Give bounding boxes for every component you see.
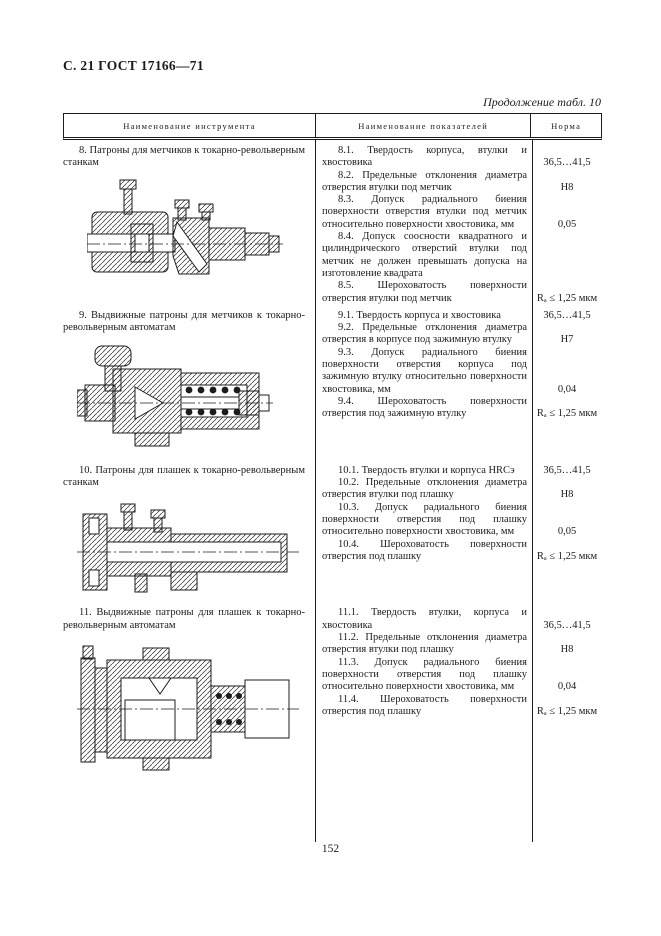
gost-table — [63, 113, 602, 842]
indicator-text: 10.1. Твердость втулки и корпуса HRCэ — [338, 464, 515, 476]
norm-value: Н7 — [560, 334, 574, 346]
indicator-text: 9.3. Допуск радиального биения поверхности отверстия корпуса под зажимную втулку относительно поверхности хвостовика, мм — [322, 346, 527, 395]
indicator-text: 11.4. Шероховатость поверхности отверстия под плашку — [322, 693, 527, 717]
tap-chuck-drawing-icon — [87, 178, 283, 296]
indicator-text: 11.2. Предельные отклонения диаметра отверстия втулки под плашку — [322, 632, 527, 656]
table-continuation-label: Продолжение табл. 10 — [483, 95, 601, 109]
indicator-text: 10.3. Допуск радиального биения поверхности отверстия под плашку относительно поверхности хвостовика, мм — [322, 501, 527, 538]
table-row — [63, 602, 602, 776]
indicator-text: 11.3. Допуск радиального биения поверхности отверстия под плашку относительно поверхности хвостовика, мм — [322, 656, 527, 693]
norm-value: 0,04 — [557, 383, 577, 395]
indicator-text: 8.5. Шероховатость поверхности отверстия втулки под метчик — [322, 280, 527, 304]
indicator-text: 8.1. Твердость корпуса, втулки и хвостовика — [322, 145, 527, 169]
table-body — [63, 140, 602, 842]
indicator-text: 8.3. Допуск радиального биения поверхности отверстия втулки под метчик относительно поверхности хвостовика, мм — [322, 194, 527, 230]
indicator-text: 10.2. Предельные отклонения диаметра отверстия втулки под плашку — [322, 477, 527, 501]
die-chuck-drawing-icon — [77, 498, 299, 602]
extendable-die-chuck-drawing-icon — [77, 644, 299, 776]
norm-value: 0,05 — [557, 218, 577, 230]
indicator-text: 10.4. Шероховатость поверхности отверстия под плашку — [322, 538, 527, 562]
indicator-text: 9.1. Твердость корпуса и хвостовика — [338, 309, 501, 321]
indicator-text: 11.1. Твердость втулки, корпуса и хвостовика — [322, 607, 527, 631]
column-header-instrument: Наименование инструмента — [123, 121, 256, 131]
column-divider-1 — [315, 140, 316, 842]
norm-value: Н8 — [560, 489, 574, 501]
norm-value: 0,04 — [557, 681, 577, 693]
instrument-name: 8. Патроны для метчиков к токарно-револьверным станкам — [63, 145, 305, 169]
norm-value: 0,05 — [557, 526, 577, 538]
table-row — [63, 305, 602, 460]
instrument-name: 11. Выдвижные патроны для плашек к токарно-револьверным автоматам — [63, 607, 305, 631]
norm-value: Rₐ ≤ 1,25 мкм — [536, 550, 598, 562]
norm-value: Н8 — [560, 181, 574, 193]
norm-value: 36,5…41,5 — [543, 464, 591, 476]
page-number: 152 — [321, 843, 340, 855]
column-header-indicators: Наименование показателей — [315, 114, 531, 137]
indicator-text: 8.2. Предельные отклонения диаметра отверстия втулки под метчик — [322, 169, 527, 193]
column-divider-2 — [532, 140, 533, 842]
norm-value: 36,5…41,5 — [543, 619, 591, 631]
column-header-norm: Норма — [551, 121, 582, 131]
norm-value: 36,5…41,5 — [543, 309, 591, 321]
table-row — [63, 140, 602, 305]
instrument-name: 10. Патроны для плашек к токарно-револьверным станкам — [63, 464, 305, 489]
norm-value: 36,5…41,5 — [543, 157, 591, 169]
table-row — [63, 460, 602, 603]
norm-value: Rₐ ≤ 1,25 мкм — [536, 408, 598, 420]
indicator-text: 9.2. Предельные отклонения диаметра отверстия в корпусе под зажимную втулку — [322, 322, 527, 346]
norm-value: Н8 — [560, 644, 574, 656]
table-header-row — [63, 113, 602, 140]
norm-value: Rₐ ≤ 1,25 мкм — [536, 705, 598, 717]
indicator-text: 8.4. Допуск соосности квадратного и цилиндрического отверстий втулки под метчик не должен превышать допуска на изготовление квадрата — [322, 231, 527, 279]
norm-value: Rₐ ≤ 1,25 мкм — [536, 292, 598, 304]
extendable-tap-chuck-drawing-icon — [77, 343, 273, 457]
indicator-text: 9.4. Шероховатость поверхности отверстия под зажимную втулку — [322, 395, 527, 420]
page-title: С. 21 ГОСТ 17166—71 — [63, 58, 204, 73]
instrument-name: 9. Выдвижные патроны для метчиков к токарно-револьверным автоматам — [63, 309, 305, 334]
